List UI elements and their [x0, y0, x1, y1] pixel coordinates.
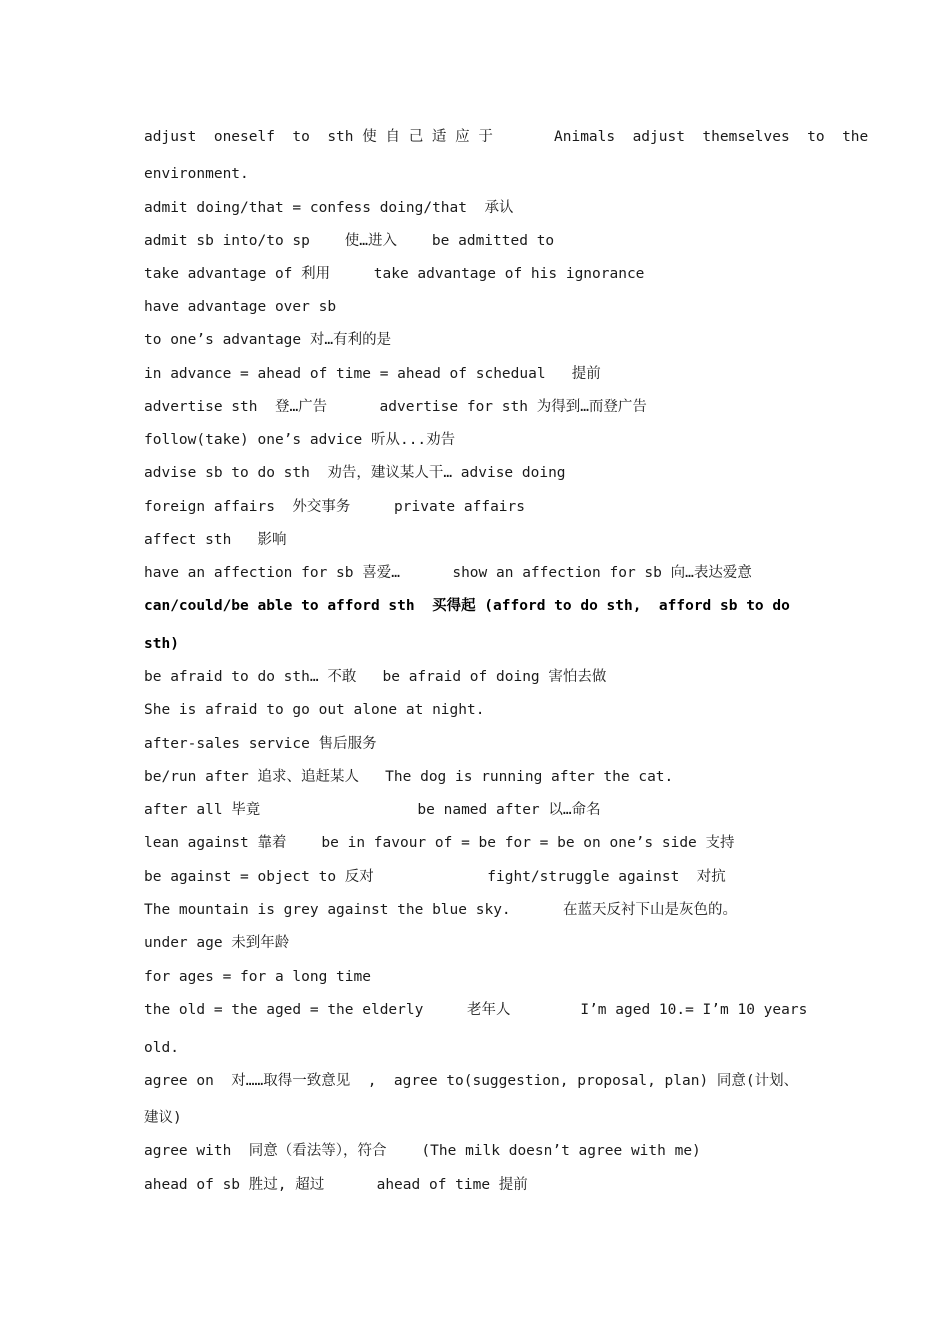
text-line-ahead-of: ahead of sb 胜过, 超过 ahead of time 提前: [144, 1177, 528, 1193]
text-line-affect: affect sth 影响: [144, 532, 287, 548]
text-line-advertise: advertise sth 登…广告 advertise for sth 为得到…而登广告: [144, 399, 647, 415]
text-line-agree-on-continued: 建议): [144, 1110, 182, 1126]
text-line-after-all: after all 毕竟 be named after 以…命名: [144, 802, 601, 818]
text-line-admit-doing: admit doing/that = confess doing/that 承认: [144, 200, 514, 216]
text-line-affairs: foreign affairs 外交事务 private affairs: [144, 499, 525, 515]
text-line-old-continued: old.: [144, 1040, 179, 1056]
text-line-afraid-example: She is afraid to go out alone at night.: [144, 702, 485, 718]
text-line-advise: advise sb to do sth 劝告，建议某人干… advise doing: [144, 465, 566, 481]
text-line-follow-advice: follow(take) one’s advice 听从...劝告: [144, 432, 456, 448]
text-line-run-after: be/run after 追求、追赶某人 The dog is running after the cat.: [144, 769, 674, 785]
text-line-the-old: the old = the aged = the elderly 老年人 I’m aged 10.= I’m 10 years: [144, 1002, 808, 1018]
text-line-have-advantage: have advantage over sb: [144, 299, 337, 315]
text-line-take-advantage: take advantage of 利用 take advantage of his ignorance: [144, 266, 645, 282]
text-line-be-against: be against = object to 反对 fight/struggle against 对抗: [144, 869, 726, 885]
text-line-adjust-oneself: adjust oneself to sth 使 自 己 适 应 于 Animals adjust themselves to the: [144, 129, 869, 145]
text-line-agree-on: agree on 对……取得一致意见 , agree to(suggestion, proposal, plan) 同意(计划、: [144, 1073, 799, 1089]
text-line-admit-sb: admit sb into/to sp 使…进入 be admitted to: [144, 233, 555, 249]
text-line-in-advance: in advance = ahead of time = ahead of schedual 提前: [144, 366, 601, 382]
text-line-mountain-example: The mountain is grey against the blue sky. 在蓝天反衬下山是灰色的。: [144, 902, 738, 918]
text-line-afraid: be afraid to do sth… 不敢 be afraid of doing 害怕去做: [144, 669, 607, 685]
text-line-agree-with: agree with 同意（看法等），符合 (The milk doesn’t agree with me): [144, 1143, 701, 1159]
text-line-environment: environment.: [144, 166, 249, 182]
text-line-affection: have an affection for sb 喜爱… show an affection for sb 向…表达爱意: [144, 565, 752, 581]
text-line-afford: can/could/be able to afford sth 买得起 (afford to do sth, afford sb to do: [144, 598, 790, 614]
text-line-under-age: under age 未到年龄: [144, 935, 290, 951]
text-line-afford-continued: sth): [144, 636, 179, 652]
text-line-lean-against: lean against 靠着 be in favour of = be for = be on one’s side 支持: [144, 835, 735, 851]
text-line-to-ones-advantage: to one’s advantage 对…有利的是: [144, 332, 392, 348]
text-line-for-ages: for ages = for a long time: [144, 969, 371, 985]
text-line-after-sales: after-sales service 售后服务: [144, 736, 377, 752]
